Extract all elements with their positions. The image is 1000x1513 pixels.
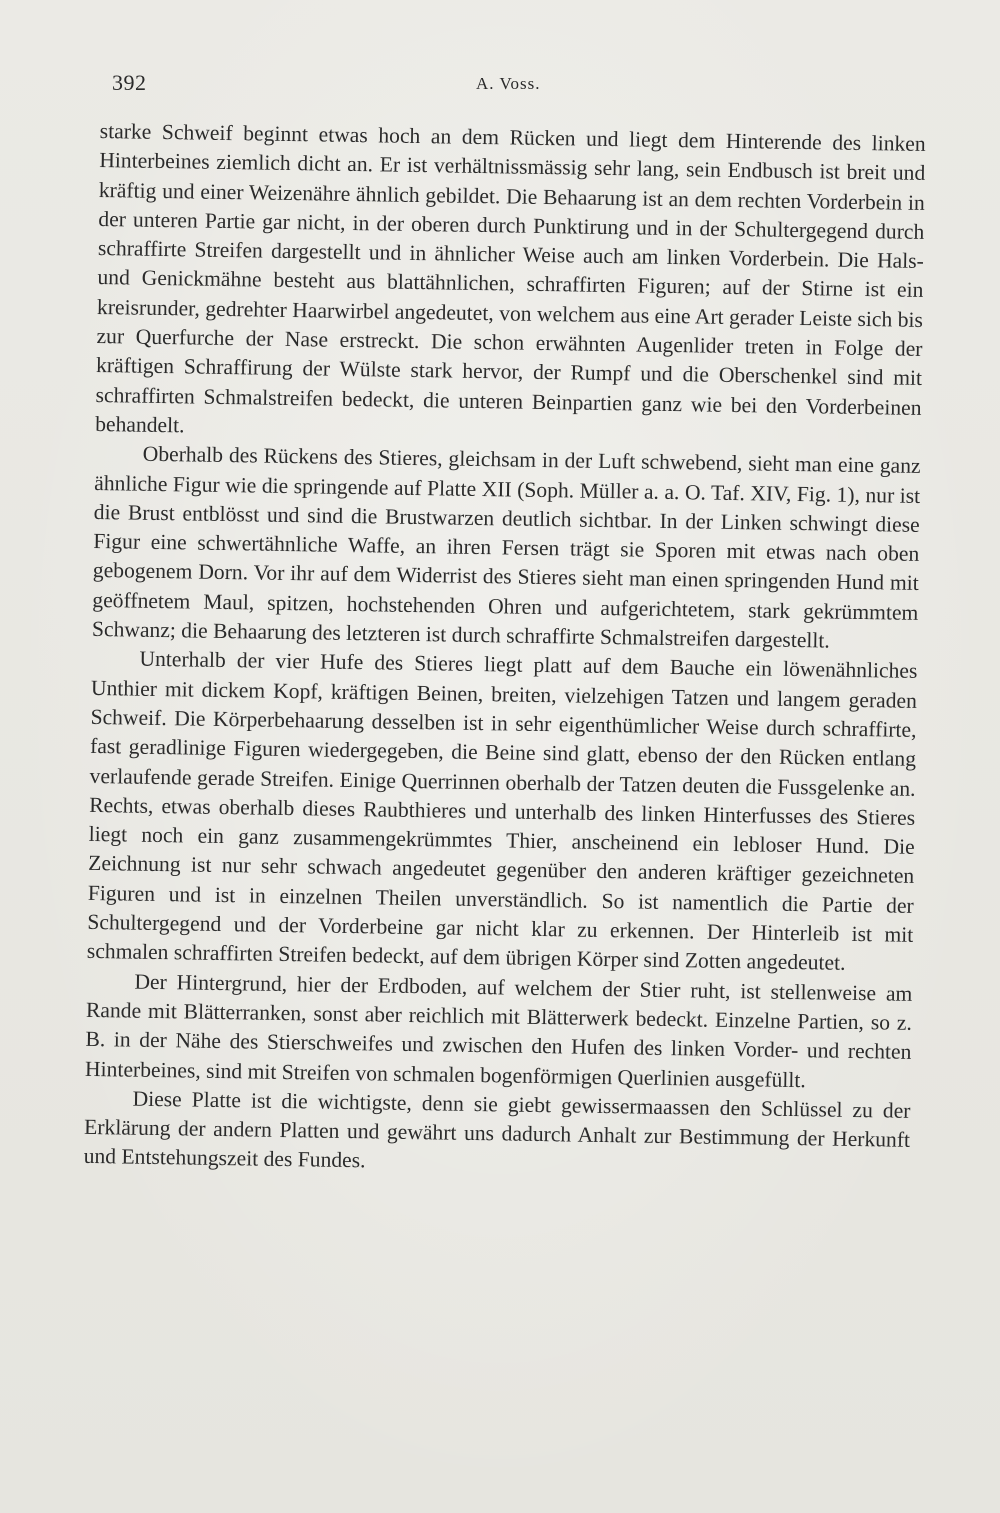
paragraph: Der Hintergrund, hier der Erdboden, auf welchem der Stier ruht, ist stellenweise am Rande mit Blätterranken, sonst aber reichlich mit Blätterwerk bedeckt. Einzelne Partien, so z. B. in der Nähe des Stierschweifes und zwischen den Hufen des linken Vorder- und rechten Hinterbeines, sind mit Streifen von schmalen bogenförmigen Querlinien ausgefüllt. bbox=[84, 969, 913, 1092]
paragraph: Oberhalb des Rückens des Stieres, gleichsam in der Luft schwebend, sieht man eine ganz ähnliche Figur wie die springende auf Platte XII (Soph. Müller a. a. O. Taf. XIV, Fig. 1), nur ist die Brust entblösst und sind die Brustwarzen deutlich sichtbar. In der Linken schwingt diese Figur eine schwertähnliche Waffe, an ihren Fersen trägt sie Sporen mit etwas nach oben gebogenem Dorn. Vor ihr auf dem Widerrist des Stieres sieht man einen springenden Hund mit geöffnetem Maul, spitzen, hochstehenden Ohren und aufgerichtetem, stark gekrümmtem Schwanz; die Behaarung des letzteren ist durch schraffirte Schmalstreifen dargestellt. bbox=[91, 441, 921, 653]
paragraph: starke Schweif beginnt etwas hoch an dem Rücken und liegt dem Hinterende des linken Hinterbeines ziemlich dicht an. Er ist verhältnissmässig sehr lang, sein Endbusch ist breit und kräftig und einer Weizenähre ähnlich gebildet. Die Behaarung ist an dem rechten Vorderbein in der unteren Partie gar nicht, in der oberen durch Punktirung und in der Schultergegend durch schraffirte Streifen dargestellt und in ähnlicher Weise auch am linken Vorderbein. Die Hals- und Genickmähne besteht aus blattähnlichen, schraffirten Figuren; auf der Stirne ist ein kreisrunder, gedrehter Haarwirbel angedeutet, von welchem aus eine Art gerader Leiste sich bis zur Querfurche der Nase erstreckt. Die schon erwähnten Augenlider treten in Folge der kräftigen Schraffirung der Wülste stark hervor, der Rumpf und die Oberschenkel sind mit schraffirten Schmalstreifen bedeckt, die unteren Beinpartien ganz wie bei den Vorderbeinen behandelt. bbox=[94, 118, 926, 438]
running-head bbox=[112, 70, 932, 100]
paragraph: Diese Platte ist die wichtigste, denn sie giebt gewissermaassen den Schlüssel zu der Erklärung der andern Platten und gewährt uns dadurch Anhalt zur Bestimmung der Herkunft und Entstehungszeit des Fundes. bbox=[83, 1086, 911, 1173]
body-text bbox=[83, 117, 925, 1185]
running-head-author: A. Voss. bbox=[476, 74, 541, 93]
paragraph: Unterhalb der vier Hufe des Stieres liegt platt auf dem Bauche ein löwenähnliches Unthier mit dickem Kopf, kräftigen Beinen, breiten, vielzehigen Tatzen und langem geraden Schweif. Die Körperbehaarung desselben ist in sehr eigenthümlicher Weise durch schraffirte, fast geradlinige Figuren wiedergegeben, die Beine sind glatt, ebenso der den Rücken entlang verlaufende gerade Streifen. Einige Querrinnen oberhalb der Tatzen deuten die Fussgelenke an. Rechts, etwas oberhalb dieses Raubthieres und unterhalb des linken Hinterfusses des Stieres liegt noch ein ganz zusammengekrümmtes Thier, anscheinend ein lebloser Hund. Die Zeichnung ist nur sehr schwach angedeutet gegenüber den anderen kräftiger gezeichneten Figuren und ist in einzelnen Theilen unverständlich. So ist namentlich die Partie der Schultergegend und der Vorderbeine gar nicht klar zu erkennen. Der Hinterleib ist mit schmalen schraffirten Streifen bedeckt, auf dem übrigen Körper sind Zotten angedeutet. bbox=[86, 647, 918, 976]
page-number: 392 bbox=[112, 70, 147, 95]
